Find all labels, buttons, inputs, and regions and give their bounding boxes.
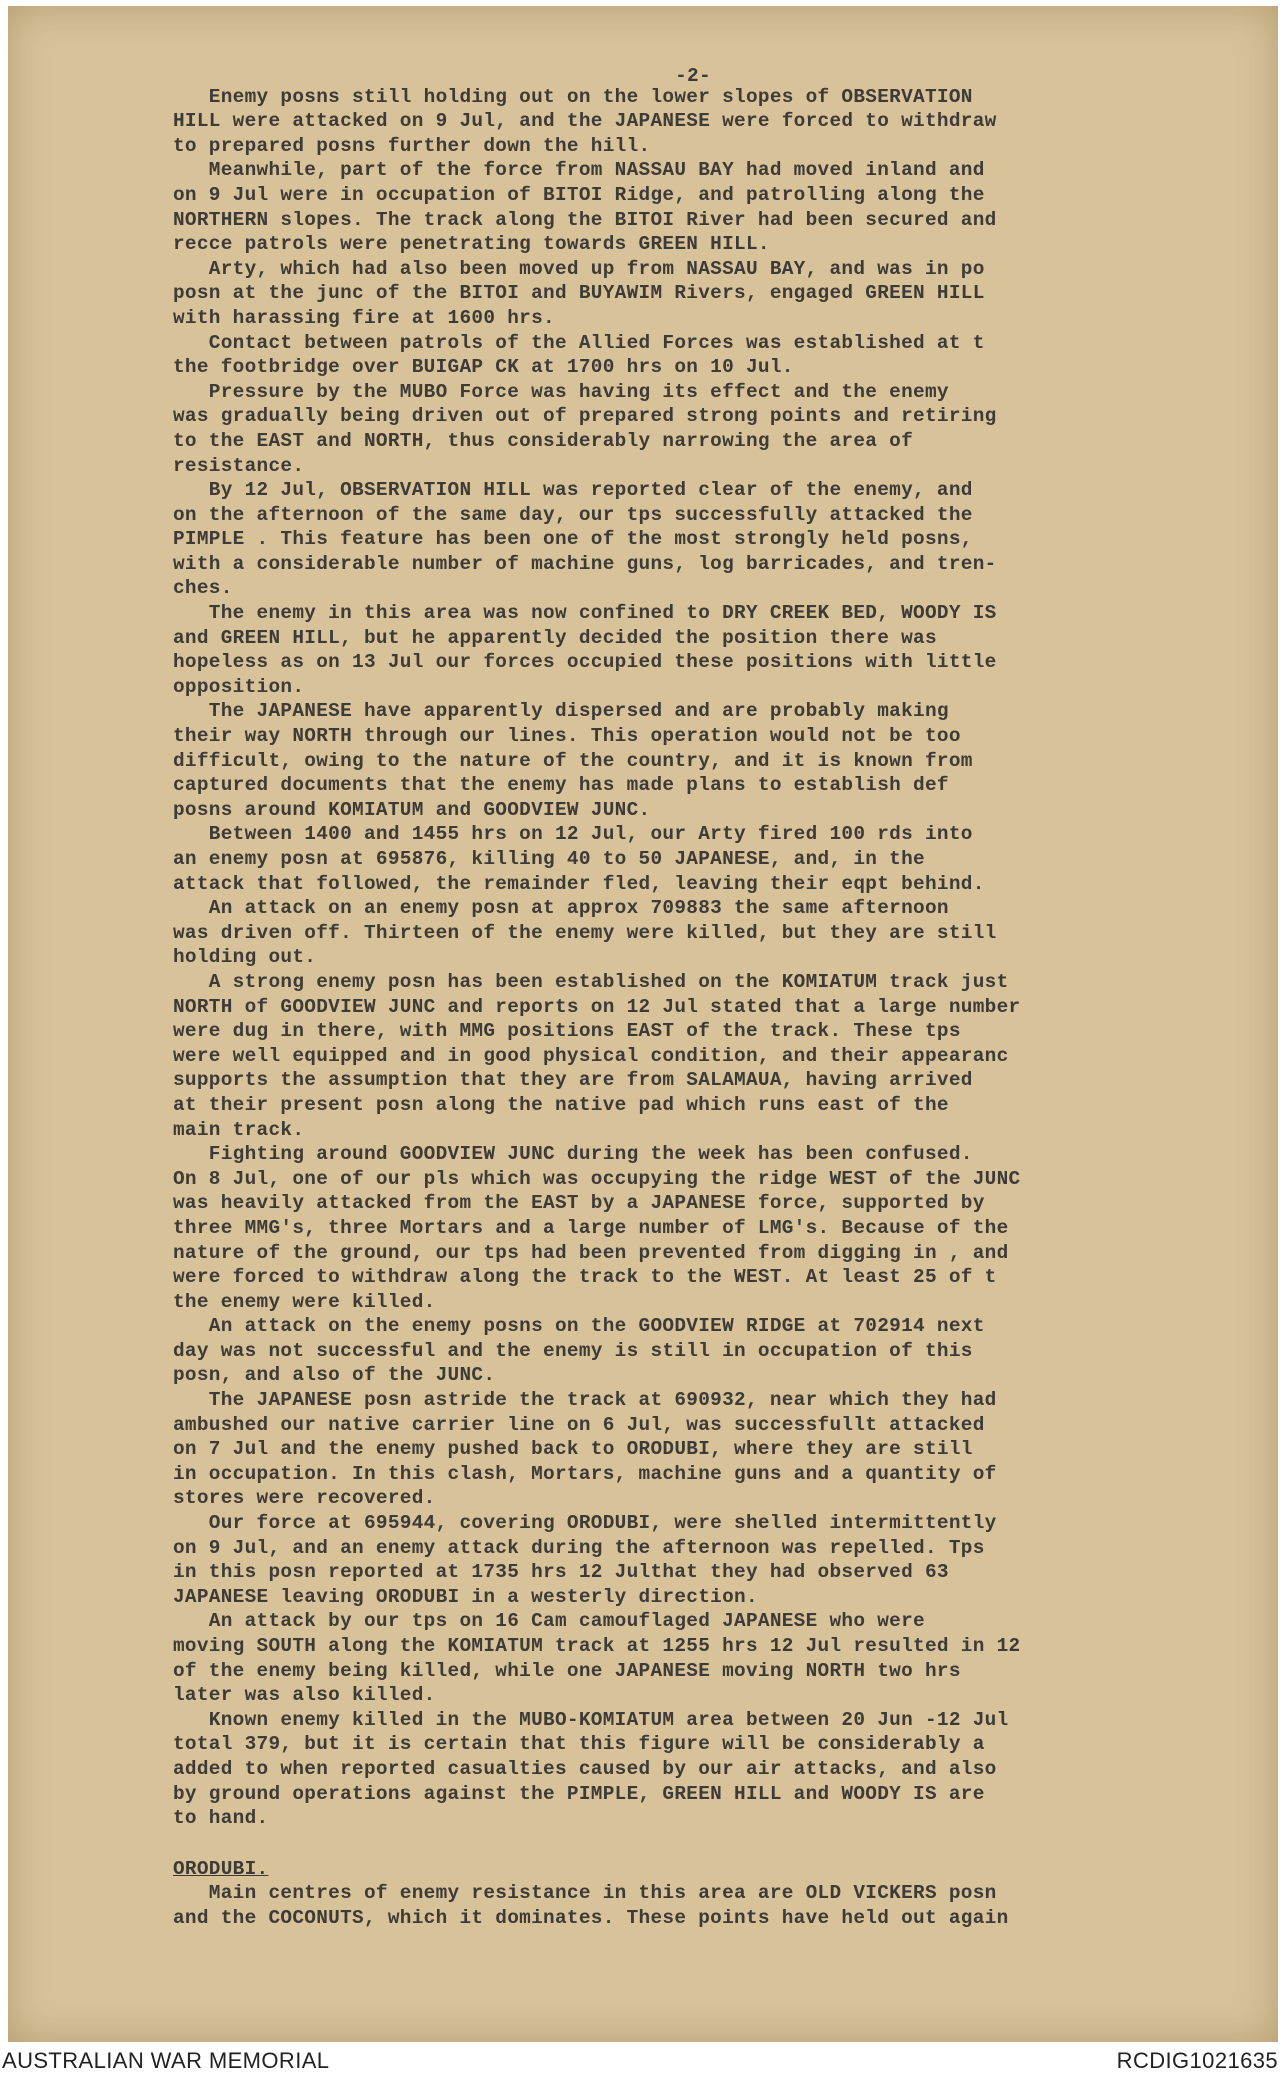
text-line: was driven off. Thirteen of the enemy were killed, but they are still bbox=[173, 921, 997, 944]
text-line: A strong enemy posn has been established on the KOMIATUM track just bbox=[173, 970, 1009, 993]
text-line: Known enemy killed in the MUBO-KOMIATUM area between 20 Jun -12 Jul bbox=[173, 1708, 1009, 1731]
text-line: added to when reported casualties caused by our air attacks, and also bbox=[173, 1757, 997, 1780]
text-line: An attack on the enemy posns on the GOODVIEW RIDGE at 702914 next bbox=[173, 1315, 985, 1338]
text-line: Meanwhile, part of the force from NASSAU BAY had moved inland and bbox=[173, 159, 985, 182]
text-line: moving SOUTH along the KOMIATUM track at 1255 hrs 12 Jul resulted in 12 bbox=[173, 1635, 1021, 1657]
paragraph-block bbox=[173, 85, 1273, 1831]
text-line: posns around KOMIATUM and GOODVIEW JUNC. bbox=[173, 798, 651, 821]
text-line: supports the assumption that they are from SALAMAUA, having arrived bbox=[173, 1069, 973, 1092]
text-line: The JAPANESE posn astride the track at 690932, near which they had bbox=[173, 1389, 997, 1412]
text-line: later was also killed. bbox=[173, 1684, 436, 1707]
text-line: Arty, which had also been moved up from NASSAU BAY, and was in po bbox=[173, 257, 985, 280]
text-line: holding out. bbox=[173, 946, 317, 969]
text-line: ambushed our native carrier line on 6 Jul, was successfullt attacked bbox=[173, 1413, 985, 1436]
text-line: with harassing fire at 1600 hrs. bbox=[173, 306, 555, 329]
text-line: were forced to withdraw along the track to the WEST. At least 25 of t bbox=[173, 1266, 997, 1289]
text-line: Our force at 695944, covering ORODUBI, were shelled intermittently bbox=[173, 1512, 997, 1535]
text-line: the footbridge over BUIGAP CK at 1700 hrs on 10 Jul. bbox=[173, 356, 794, 379]
text-line: at their present posn along the native pad which runs east of the bbox=[173, 1093, 949, 1116]
text-line: On 8 Jul, one of our pls which was occupying the ridge WEST of the JUNC bbox=[173, 1167, 1021, 1190]
text-line: Pressure by the MUBO Force was having its effect and the enemy bbox=[173, 380, 949, 403]
text-line: Fighting around GOODVIEW JUNC during the week has been confused. bbox=[173, 1143, 973, 1166]
text-line: opposition. bbox=[173, 675, 305, 698]
text-line: An attack by our tps on 16 Cam camouflaged JAPANESE who were bbox=[173, 1610, 925, 1633]
text-line: the enemy were killed. bbox=[173, 1290, 436, 1313]
text-line: total 379, but it is certain that this figure will be considerably a bbox=[173, 1733, 985, 1756]
archive-footer bbox=[0, 2046, 1284, 2082]
text-line: day was not successful and the enemy is still in occupation of this bbox=[173, 1339, 973, 1362]
text-line: posn at the junc of the BITOI and BUYAWIM Rivers, engaged GREEN HILL bbox=[173, 282, 985, 305]
spacer bbox=[173, 1831, 1273, 1857]
text-line: and GREEN HILL, but he apparently decided the position there was bbox=[173, 626, 937, 649]
footer-institution: AUSTRALIAN WAR MEMORIAL bbox=[2, 2048, 330, 2073]
text-line: in occupation. In this clash, Mortars, machine guns and a quantity of bbox=[173, 1462, 997, 1485]
text-line: The enemy in this area was now confined to DRY CREEK BED, WOODY IS bbox=[173, 602, 997, 625]
text-line: on 9 Jul were in occupation of BITOI Ridge, and patrolling along the bbox=[173, 183, 985, 206]
text-line: posn, and also of the JUNC. bbox=[173, 1364, 496, 1387]
text-line: were well equipped and in good physical condition, and their appearanc bbox=[173, 1044, 1009, 1067]
text-line: three MMG's, three Mortars and a large number of LMG's. Because of the bbox=[173, 1216, 1009, 1239]
text-line: Between 1400 and 1455 hrs on 12 Jul, our Arty fired 100 rds into bbox=[173, 823, 973, 846]
text-line: hopeless as on 13 Jul our forces occupied these positions with little bbox=[173, 651, 997, 674]
page-number: -2- bbox=[675, 65, 711, 87]
text-line: on the afternoon of the same day, our tps successfully attacked the bbox=[173, 503, 973, 526]
text-line: captured documents that the enemy has made plans to establish def bbox=[173, 774, 949, 797]
text-line: their way NORTH through our lines. This operation would not be too bbox=[173, 725, 961, 748]
text-line: Enemy posns still holding out on the lower slopes of OBSERVATION bbox=[173, 85, 973, 108]
text-line: were dug in there, with MMG positions EAST of the track. These tps bbox=[173, 1020, 961, 1043]
text-line: JAPANESE leaving ORODUBI in a westerly direction. bbox=[173, 1585, 758, 1608]
text-line: HILL were attacked on 9 Jul, and the JAPANESE were forced to withdraw bbox=[173, 110, 997, 133]
text-line: of the enemy being killed, while one JAPANESE moving NORTH two hrs bbox=[173, 1659, 961, 1682]
text-line: was gradually being driven out of prepared strong points and retiring bbox=[173, 405, 997, 428]
text-line: with a considerable number of machine guns, log barricades, and tren- bbox=[173, 552, 997, 575]
text-line: By 12 Jul, OBSERVATION HILL was reported clear of the enemy, and bbox=[173, 479, 973, 502]
text-line: NORTH of GOODVIEW JUNC and reports on 12 Jul stated that a large number bbox=[173, 995, 1021, 1018]
text-line: to hand. bbox=[173, 1807, 269, 1830]
text-line: in this posn reported at 1735 hrs 12 Julthat they had observed 63 bbox=[173, 1561, 949, 1584]
text-line: main track. bbox=[173, 1118, 305, 1141]
text-line: by ground operations against the PIMPLE, GREEN HILL and WOODY IS are bbox=[173, 1782, 985, 1805]
text-line: difficult, owing to the nature of the country, and it is known from bbox=[173, 749, 973, 772]
text-line: to prepared posns further down the hill. bbox=[173, 134, 651, 157]
text-line: attack that followed, the remainder fled, leaving their eqpt behind. bbox=[173, 872, 985, 895]
text-line: An attack on an enemy posn at approx 709883 the same afternoon bbox=[173, 897, 949, 920]
text-line: an enemy posn at 695876, killing 40 to 50 JAPANESE, and, in the bbox=[173, 848, 925, 870]
text-line: NORTHERN slopes. The track along the BITOI River had been secured and bbox=[173, 208, 997, 231]
text-line: PIMPLE . This feature has been one of the most strongly held posns, bbox=[173, 528, 973, 551]
text-line: on 7 Jul and the enemy pushed back to ORODUBI, where they are still bbox=[173, 1438, 973, 1461]
text-line: recce patrols were penetrating towards GREEN HILL. bbox=[173, 233, 770, 256]
text-line: The JAPANESE have apparently dispersed and are probably making bbox=[173, 700, 949, 723]
text-line: Main centres of enemy resistance in this area are OLD VICKERS posn bbox=[173, 1882, 997, 1905]
text-line: on 9 Jul, and an enemy attack during the afternoon was repelled. Tps bbox=[173, 1536, 985, 1559]
footer-record-id: RCDIG1021635 bbox=[1116, 2048, 1278, 2073]
document-page bbox=[8, 6, 1278, 2042]
text-line: to the EAST and NORTH, thus considerably narrowing the area of bbox=[173, 429, 914, 452]
text-line: was heavily attacked from the EAST by a JAPANESE force, supported by bbox=[173, 1192, 985, 1215]
text-line: ches. bbox=[173, 577, 233, 600]
text-line: nature of the ground, our tps had been prevented from digging in , and bbox=[173, 1241, 1009, 1264]
text-line: stores were recovered. bbox=[173, 1487, 436, 1510]
paragraph-block bbox=[173, 1881, 1273, 1930]
section-heading: ORODUBI. bbox=[173, 1857, 269, 1880]
text-line: and the COCONUTS, which it dominates. These points have held out again bbox=[173, 1906, 1009, 1929]
text-line: Contact between patrols of the Allied Forces was established at t bbox=[173, 331, 985, 354]
document-body bbox=[173, 64, 1273, 1931]
text-line: resistance. bbox=[173, 454, 305, 477]
